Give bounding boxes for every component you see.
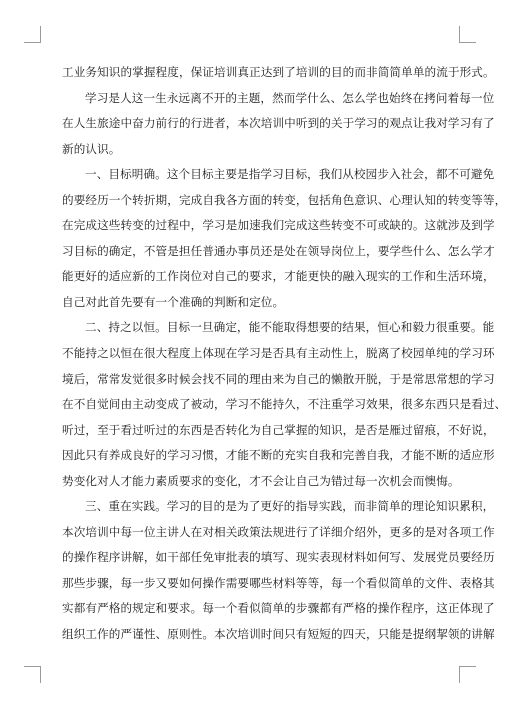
text-line: 习目标的确定，不管是担任普通办事员还是处在领导岗位上，要学些什么、怎么学才 — [62, 243, 495, 258]
document-body — [62, 60, 506, 648]
paragraph-first-line: 学习是人这一生永远离不开的主题，然而学什么、怎么学也始终在拷问着每一位 — [85, 90, 495, 105]
text-line: 听过，至于看过听过的东西是否转化为自己掌握的知识，是否是雁过留痕，不好说， — [62, 422, 495, 437]
text-line: 本次培训中每一位主讲人在对相关政策法规进行了详细介绍外，更多的是对各项工作 — [62, 524, 495, 539]
crop-mark-bottom-left — [40, 666, 41, 683]
text-line: 的操作程序讲解，如干部任免审批表的填写、现实表现材料如何写、发展党员要经历 — [62, 550, 495, 565]
text-line: 境后，常常发觉很多时候会找不同的理由来为自己的懒散开脱，于是常思常想的学习 — [62, 371, 495, 386]
crop-mark-top-left — [24, 42, 41, 43]
section-heading-goal-clear: 一、目标明确。这个目标主要是指学习目标，我们从校园步入社会，都不可避免 — [85, 167, 495, 182]
text-line: 自己对此首先要有一个准确的判断和定位。 — [62, 294, 285, 309]
section-heading-persistence: 二、持之以恒。目标一旦确定，能不能取得想要的结果，恒心和毅力很重要。能 — [85, 320, 495, 335]
section-heading-practice: 三、重在实践。学习的目的是为了更好的指导实践，而非简单的理论知识累积， — [85, 499, 495, 514]
text-line: 势变化对人才能力素质要求的变化，才不会让自己为错过每一次机会而懊悔。 — [62, 473, 460, 488]
crop-mark-bottom-right — [459, 666, 476, 667]
text-line: 新的认识。 — [62, 141, 121, 156]
text-line: 不能持之以恒在很大程度上体现在学习是否具有主动性上，脱离了校园单纯的学习环 — [62, 346, 495, 361]
crop-mark-top-left — [40, 26, 41, 43]
crop-mark-bottom-left — [24, 666, 41, 667]
crop-mark-top-right — [459, 26, 460, 43]
text-line: 实都有严格的规定和要求。每一个看似简单的步骤都有严格的操作程序，这正体现了 — [62, 601, 495, 616]
text-line: 在完成这些转变的过程中，学习是加速我们完成这些转变不可或缺的。这就涉及到学 — [62, 218, 495, 233]
text-line: 能更好的适应新的工作岗位对自己的要求，才能更快的融入现实的工作和生活环境， — [62, 269, 495, 284]
text-line: 的要经历一个转折期，完成自我各方面的转变，包括角色意识、心理认知的转变等等， — [62, 192, 506, 207]
crop-mark-top-right — [459, 42, 476, 43]
text-line: 那些步骤，每一步又要如何操作需要哪些材料等等，每一个看似简单的文件、表格其 — [62, 575, 495, 590]
text-line: 工业务知识的掌握程度，保证培训真正达到了培训的目的而非简简单单的流于形式。 — [62, 65, 495, 79]
text-line: 在人生旅途中奋力前行的行进者，本次培训中听到的关于学习的观点让我对学习有了 — [62, 116, 495, 131]
crop-mark-bottom-right — [459, 666, 460, 683]
text-line: 组织工作的严谨性、原则性。本次培训时间只有短短的四天，只能是提纲挈领的讲解 — [62, 627, 495, 642]
text-line: 在不自觉间由主动变成了被动，学习不能持久，不注重学习效果，很多东西只是看过、 — [62, 397, 506, 412]
text-line: 因此只有养成良好的学习习惯，才能不断的充实自我和完善自我，才能不断的适应形 — [62, 448, 495, 463]
